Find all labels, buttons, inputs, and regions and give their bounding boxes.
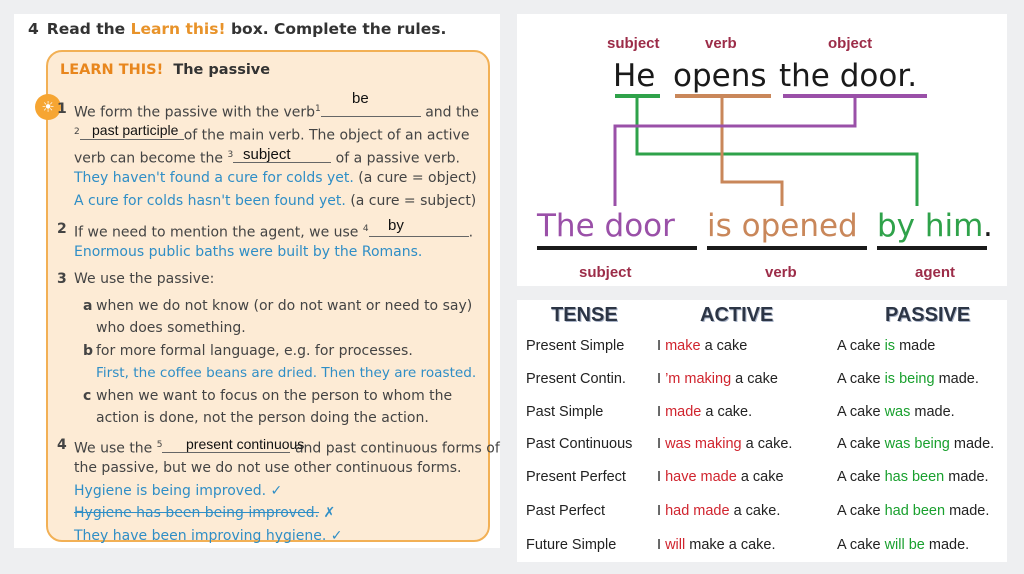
label-subject-top: subject (607, 35, 660, 52)
cross-icon: ✗ (323, 505, 336, 521)
rule-3-intro (57, 270, 215, 288)
passive-aux: had been (884, 503, 946, 519)
task-highlight: Learn this! (130, 20, 226, 38)
active-pronoun: I (657, 537, 662, 553)
passive-aux: has been (884, 469, 945, 485)
rule-1-line-1 (57, 100, 479, 122)
rule-text: We use the (74, 440, 153, 457)
passive-subject: A cake (837, 338, 881, 354)
passive-rest: made (899, 338, 936, 354)
rule-number: 4 (57, 437, 67, 453)
passive-aux: is being (884, 371, 935, 387)
label-verb-bottom: verb (765, 264, 797, 281)
active-pronoun: I (657, 338, 662, 354)
active-cell (657, 338, 747, 354)
active-rest: make a cake. (689, 537, 776, 553)
check-icon: ✓ (270, 483, 283, 499)
active-rest: a cake. (705, 404, 753, 420)
active-verb: will (665, 537, 686, 553)
rule-text: and the (425, 104, 479, 121)
active-rest: a cake (735, 371, 778, 387)
check-icon: ✓ (330, 528, 343, 544)
passive-rest: made. (938, 371, 979, 387)
table-row (517, 371, 1007, 395)
gap-1-blank (321, 103, 421, 117)
item-letter: c (83, 388, 92, 404)
passive-subject: A cake (837, 436, 881, 452)
rule-1-example-2 (74, 192, 476, 210)
tense-cell: Present Perfect (526, 469, 626, 485)
passive-period: . (983, 208, 993, 244)
gap-number: 1 (315, 104, 321, 114)
tense-cell: Past Perfect (526, 503, 605, 519)
tense-cell: Present Simple (526, 338, 625, 354)
textbook-page (14, 14, 500, 548)
active-cell (657, 371, 778, 387)
passive-cell (837, 436, 994, 452)
passive-aux: is (884, 338, 896, 354)
header-tense: TENSE (551, 304, 618, 326)
passive-cell (837, 371, 979, 387)
rule-3a-line-1 (83, 297, 473, 315)
gap-number: 3 (227, 150, 234, 160)
rule-3c-line-2: action is done, not the person doing the action. (96, 410, 429, 426)
passive-aux: was (884, 404, 911, 420)
rule-4-line-2: the passive, but we do not use other continuous forms. (74, 460, 462, 476)
active-verb: make (665, 338, 701, 354)
rule-text: for more formal language, e.g. for processes. (96, 343, 413, 359)
task-instruction (28, 20, 446, 38)
tense-table (517, 300, 1007, 562)
connector-object-to-subject (615, 96, 855, 206)
header-active: ACTIVE (700, 304, 774, 326)
connector-subject-to-agent (637, 96, 917, 206)
passive-cell (837, 503, 989, 519)
table-row (517, 503, 1007, 527)
active-cell (657, 436, 792, 452)
active-cell (657, 404, 752, 420)
passive-rest: made. (914, 404, 955, 420)
active-rest: a cake. (745, 436, 793, 452)
passive-subject: A cake (837, 404, 881, 420)
rule-4-example-2 (74, 504, 335, 522)
example-sentence-struck: Hygiene has been being improved. (74, 505, 320, 521)
tense-cell: Future Simple (526, 537, 617, 553)
task-number: 4 (28, 20, 39, 38)
rule-text: . (468, 224, 474, 241)
active-cell (657, 537, 775, 553)
rule-text: We form the passive with the verb (74, 104, 316, 121)
active-verb: have made (665, 469, 737, 485)
active-verb: ’m making (665, 371, 732, 387)
connector-verb (722, 96, 782, 206)
passive-aux: will be (884, 537, 925, 553)
answer-2: past participle (92, 122, 179, 138)
rule-2-line-1 (57, 220, 474, 242)
answer-4: by (388, 217, 404, 234)
rule-text: If we need to mention the agent, we use (74, 224, 359, 241)
passive-rest: made. (949, 503, 990, 519)
passive-subject: A cake (837, 469, 881, 485)
gap-4-blank (369, 223, 469, 237)
tense-cell: Present Contin. (526, 371, 626, 387)
box-title (60, 62, 270, 78)
rule-3c-line-1 (83, 387, 453, 405)
active-verb: made (665, 404, 702, 420)
active-rest: a cake. (733, 503, 781, 519)
active-cell (657, 503, 780, 519)
box-heading: The passive (173, 62, 271, 78)
table-row (517, 537, 1007, 561)
label-agent-bottom: agent (915, 264, 956, 281)
gap-number: 2 (74, 127, 80, 137)
rule-4-example-3 (74, 527, 343, 545)
rule-number: 3 (57, 271, 67, 287)
lightbulb-icon: ☀ (35, 94, 61, 120)
active-pronoun: I (657, 469, 662, 485)
active-word-the-door: the door. (779, 58, 918, 94)
active-pronoun: I (657, 371, 662, 387)
diagram-svg (517, 14, 1007, 286)
learn-this-box (41, 50, 500, 544)
rule-text: of the main verb. The object of an active (183, 127, 470, 144)
table-row (517, 338, 1007, 362)
rule-text: We use the passive: (74, 271, 215, 287)
answer-3: subject (243, 146, 291, 163)
rule-text: of a passive verb. (335, 150, 460, 167)
passive-subject: A cake (837, 371, 881, 387)
passive-word-is-opened: is opened (707, 208, 858, 244)
rule-text: and past continuous forms of (294, 440, 500, 457)
passive-cell (837, 404, 955, 420)
passive-rest: made. (928, 537, 970, 553)
example-sentence: A cure for colds hasn't been found yet. (74, 193, 346, 209)
active-pronoun: I (657, 503, 662, 519)
item-letter: b (83, 343, 94, 359)
passive-cell (837, 469, 989, 485)
rule-3b-line-1 (83, 342, 413, 360)
active-rest: a cake (704, 338, 748, 354)
rule-number: 1 (57, 101, 67, 117)
example-sentence: They have been improving hygiene. (74, 528, 327, 544)
rule-1-example-1 (74, 169, 477, 187)
passive-cell (837, 537, 969, 553)
rule-2-example: Enormous public baths were built by the Romans. (74, 244, 423, 260)
active-pronoun: I (657, 404, 662, 420)
rule-number: 2 (57, 221, 67, 237)
active-rest: a cake (740, 469, 784, 485)
example-sentence: They haven't found a cure for colds yet. (74, 170, 354, 186)
rule-3a-line-2: who does something. (96, 320, 246, 336)
active-verb: had made (665, 503, 730, 519)
active-word-opens: opens (673, 58, 767, 94)
passive-rest: made. (948, 469, 989, 485)
box-label: LEARN THIS! (60, 62, 164, 78)
tense-cell: Past Continuous (526, 436, 633, 452)
table-row (517, 404, 1007, 428)
gap-number: 4 (362, 224, 369, 234)
active-word-he: He (613, 58, 656, 94)
rule-3b-example: First, the coffee beans are dried. Then they are roasted. (96, 365, 477, 381)
active-verb: was making (665, 436, 742, 452)
active-pronoun: I (657, 436, 662, 452)
passive-rest: made. (953, 436, 995, 452)
label-subject-bottom: subject (579, 264, 632, 281)
task-text-end: box. Complete the rules. (230, 20, 447, 38)
passive-cell (837, 338, 935, 354)
label-verb-top: verb (705, 35, 737, 52)
active-cell (657, 469, 784, 485)
active-passive-diagram (517, 14, 1007, 286)
tense-cell: Past Simple (526, 404, 604, 420)
item-letter: a (83, 298, 93, 314)
example-note: (a cure = subject) (350, 193, 477, 209)
rule-text: verb can become the (74, 150, 224, 167)
passive-aux: was being (884, 436, 950, 452)
example-note: (a cure = object) (358, 170, 477, 186)
label-object-top: object (828, 35, 873, 52)
rule-text: when we do not know (or do not want or need to say) (96, 298, 473, 314)
passive-subject: A cake (837, 537, 881, 553)
answer-5: present continuous (186, 436, 305, 452)
passive-word-the-door: The door (537, 208, 675, 244)
answer-1: be (352, 90, 369, 107)
header-passive: PASSIVE (885, 304, 971, 326)
table-row (517, 469, 1007, 493)
task-text: Read the (46, 20, 126, 38)
example-sentence: Hygiene is being improved. (74, 483, 267, 499)
rule-text: when we want to focus on the person to whom the (96, 388, 453, 404)
passive-word-by-him: by him (877, 208, 984, 244)
passive-subject: A cake (837, 503, 881, 519)
gap-number: 5 (156, 440, 163, 450)
table-row (517, 436, 1007, 460)
rule-4-example-1 (74, 482, 282, 500)
